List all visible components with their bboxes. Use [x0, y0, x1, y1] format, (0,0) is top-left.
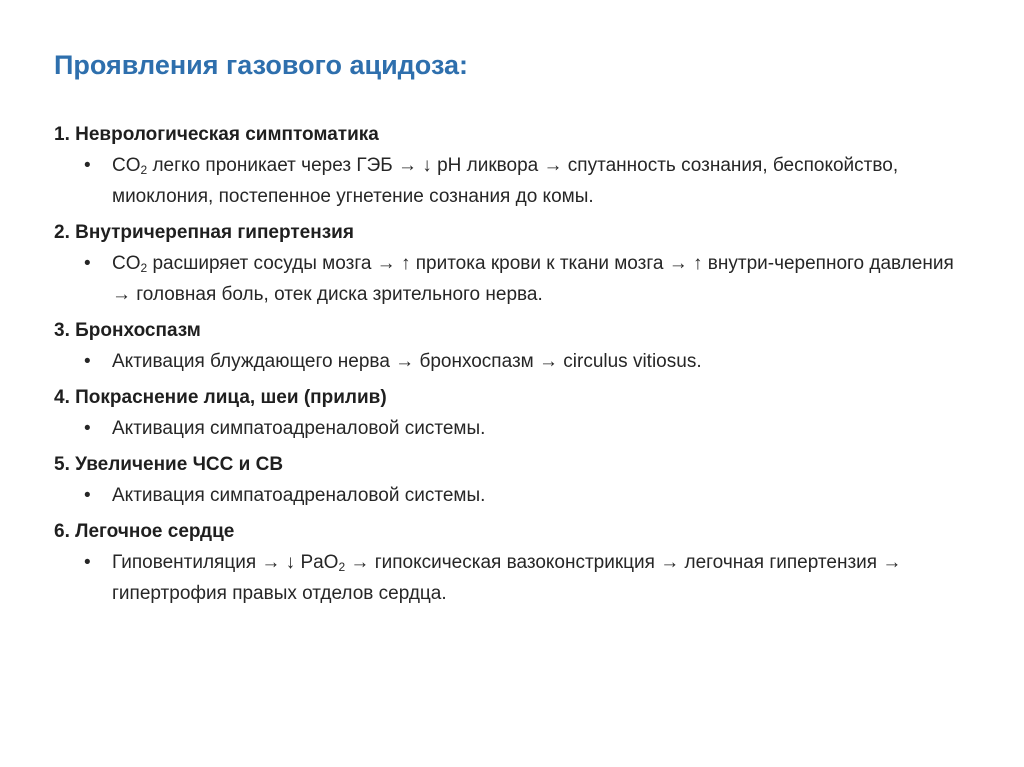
bullet-text-part: CO: [112, 155, 141, 176]
bullet-text-part: CO: [112, 253, 141, 274]
bullet-dot-icon: •: [84, 351, 91, 372]
subscript: 2: [140, 163, 148, 177]
bullet-text-part: Гиповентиляция → ↓ PaO: [112, 552, 339, 573]
bullet-item: [54, 150, 974, 212]
section-heading: 3. Бронхоспазм: [54, 320, 201, 341]
bullet-item: [54, 547, 974, 609]
section-heading: 4. Покраснение лица, шеи (прилив): [54, 387, 387, 408]
section-heading: 1. Неврологическая симптоматика: [54, 124, 379, 145]
bullet-text-part: расширяет сосуды мозга → ↑ притока крови к ткани мозга → ↑ внутри-черепного давления → головная боль, отек диска зрительного нерва.: [112, 253, 954, 305]
bullet-text: Активация блуждающего нерва → бронхоспазм → circulus vitiosus.: [112, 351, 702, 372]
bullet-text: Активация симпатоадреналовой системы.: [112, 418, 486, 439]
slide-title: Проявления газового ацидоза:: [54, 50, 469, 80]
subscript: 2: [140, 261, 148, 275]
bullet-text: Активация симпатоадреналовой системы.: [112, 485, 486, 506]
section-heading: 6. Легочное сердце: [54, 521, 235, 542]
section-neurological: [54, 120, 974, 212]
bullet-text: [112, 248, 962, 310]
bullet-text-part: легко проникает через ГЭБ → ↓ pH ликвора → спутанность сознания, беспокойство, миоклония, постепенное угнетение сознания до комы.: [112, 155, 899, 207]
section-flushing: [54, 383, 974, 444]
section-heading: 2. Внутричерепная гипертензия: [54, 222, 354, 243]
section-heart-rate: [54, 450, 974, 511]
bullet-item: [54, 346, 974, 377]
slide-content: [54, 120, 974, 615]
section-cor-pulmonale: [54, 517, 974, 609]
bullet-item: [54, 413, 974, 444]
bullet-dot-icon: •: [84, 552, 91, 573]
section-heading: 5. Увеличение ЧСС и СВ: [54, 454, 284, 475]
bullet-item: [54, 480, 974, 511]
bullet-dot-icon: •: [84, 418, 91, 439]
section-bronchospasm: [54, 316, 974, 377]
bullet-text-part: → гипоксическая вазоконстрикция → легочная гипертензия → гипертрофия правых отделов сердца.: [112, 552, 902, 604]
section-intracranial-hypertension: [54, 218, 974, 310]
bullet-dot-icon: •: [84, 155, 91, 176]
bullet-text: [112, 150, 962, 212]
bullet-dot-icon: •: [84, 253, 91, 274]
bullet-text: [112, 547, 962, 609]
bullet-dot-icon: •: [84, 485, 91, 506]
bullet-item: [54, 248, 974, 310]
subscript: 2: [338, 560, 346, 574]
